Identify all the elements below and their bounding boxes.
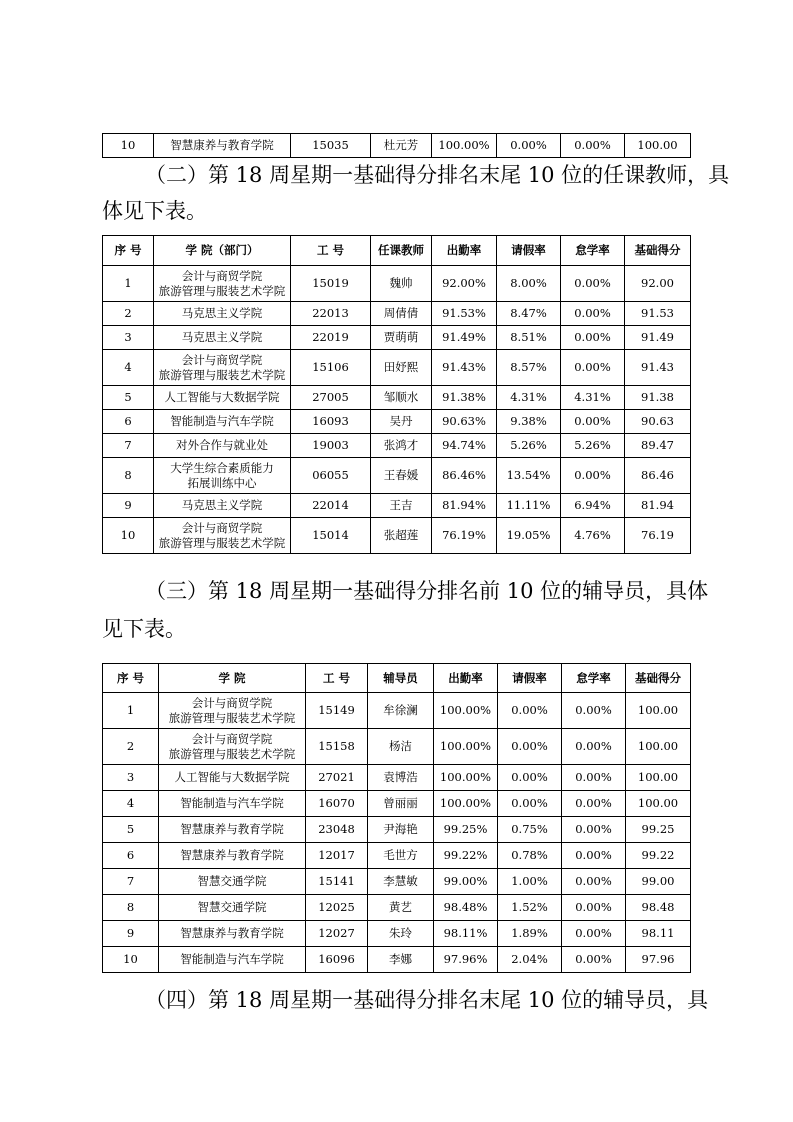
table-row [103, 947, 691, 973]
college-name-line: 智慧康养与教育学院 [180, 822, 284, 836]
table-cell: 10 [103, 134, 154, 158]
table-row [103, 410, 691, 434]
college-name-line: 马克思主义学院 [181, 498, 263, 512]
table-cell [159, 921, 306, 947]
table-cell: 94.74% [432, 434, 497, 458]
table-cell: 15141 [306, 869, 368, 895]
table-cell: 4 [103, 791, 159, 817]
table-cell: 0.00% [561, 350, 625, 386]
table-cell: 91.49 [625, 326, 691, 350]
table-cell: 0.78% [498, 843, 562, 869]
college-name-line: 旅游管理与服装艺术学院 [158, 367, 286, 382]
table-cell: 99.25 [626, 817, 691, 843]
table-cell: 15158 [306, 729, 368, 765]
table-cell: 100.00 [626, 729, 691, 765]
table-cell [159, 947, 306, 973]
table-cell: 15019 [291, 266, 371, 302]
table-cell: 91.53% [432, 302, 497, 326]
table-cell: 牟徐澜 [368, 693, 434, 729]
table-cell: 100.00 [626, 693, 691, 729]
table-cell: 0.75% [498, 817, 562, 843]
table-cell: 11.11% [497, 494, 561, 518]
section-3-heading-cont: 见下表。 [102, 617, 186, 641]
table-cell: 5 [103, 817, 159, 843]
table-row [103, 729, 691, 765]
table-cell: 0.00% [562, 693, 626, 729]
table-cell: 0.00% [498, 693, 562, 729]
table-cell: 0.00% [561, 266, 625, 302]
table-row [103, 791, 691, 817]
table-cell: 黄艺 [368, 895, 434, 921]
table-cell: 李娜 [368, 947, 434, 973]
table-cell: 10 [103, 947, 159, 973]
table-cell: 91.53 [625, 302, 691, 326]
table-cell: 7 [103, 434, 154, 458]
table-cell: 97.96 [626, 947, 691, 973]
table-cell: 22019 [291, 326, 371, 350]
table-cell [159, 791, 306, 817]
table-cell [154, 350, 291, 386]
college-name-line: 智慧交通学院 [197, 874, 267, 888]
college-name-line: 会计与商贸学院 [181, 520, 263, 535]
college-name-line: 大学生综合素质能力 [170, 460, 274, 475]
table-cell: 魏帅 [371, 266, 432, 302]
table-cell: 81.94 [625, 494, 691, 518]
table-cell: 2 [103, 729, 159, 765]
table-row [103, 843, 691, 869]
table-row [103, 693, 691, 729]
table-cell: 周倩倩 [371, 302, 432, 326]
table-cell: 9.38% [497, 410, 561, 434]
table-cell: 15149 [306, 693, 368, 729]
table-cell: 92.00 [625, 266, 691, 302]
table-cell: 0.00% [562, 765, 626, 791]
college-name-line: 会计与商贸学院 [191, 695, 273, 710]
table-cell: 6 [103, 843, 159, 869]
table-cell: 92.00% [432, 266, 497, 302]
table-cell: 22014 [291, 494, 371, 518]
table-cell: 5.26% [561, 434, 625, 458]
table-cell: 8.00% [497, 266, 561, 302]
table-cell: 0.00% [562, 729, 626, 765]
table-cell: 4 [103, 350, 154, 386]
table-cell: 15014 [291, 518, 371, 554]
college-name-line: 旅游管理与服装艺术学院 [158, 283, 286, 298]
table-cell: 5.26% [497, 434, 561, 458]
column-header: 任课教师 [371, 236, 432, 266]
table-cell: 朱玲 [368, 921, 434, 947]
table-cell [159, 869, 306, 895]
table-cell: 99.22% [434, 843, 498, 869]
table-cell: 86.46% [432, 458, 497, 494]
table-cell: 8.51% [497, 326, 561, 350]
table-cell: 19.05% [497, 518, 561, 554]
table-cell: 76.19% [432, 518, 497, 554]
college-name-line: 智慧康养与教育学院 [180, 926, 284, 940]
table-cell: 贾萌萌 [371, 326, 432, 350]
teacher-bottom-table [102, 235, 691, 554]
table-cell: 13.54% [497, 458, 561, 494]
column-header: 序 号 [103, 236, 154, 266]
college-name-line: 马克思主义学院 [181, 306, 263, 320]
college-name-line: 会计与商贸学院 [181, 352, 263, 367]
table-cell: 尹海艳 [368, 817, 434, 843]
table-cell: 23048 [306, 817, 368, 843]
table-cell: 10 [103, 518, 154, 554]
college-name-line: 智慧康养与教育学院 [180, 848, 284, 862]
table-cell: 27005 [291, 386, 371, 410]
table-cell: 1.00% [498, 869, 562, 895]
table-row [103, 765, 691, 791]
counselor-top-table [102, 663, 691, 973]
table-cell: 98.48 [626, 895, 691, 921]
college-name-line: 智能制造与汽车学院 [180, 952, 284, 966]
table-cell: 76.19 [625, 518, 691, 554]
table-cell: 0.00% [562, 843, 626, 869]
table-cell: 100.00 [625, 134, 691, 158]
table-cell: 91.38 [625, 386, 691, 410]
table-cell: 22013 [291, 302, 371, 326]
table-cell: 06055 [291, 458, 371, 494]
table-cell: 91.43% [432, 350, 497, 386]
table-cell [154, 458, 291, 494]
column-header: 基础得分 [626, 664, 691, 693]
table-cell [159, 895, 306, 921]
college-name-line: 智能制造与汽车学院 [180, 796, 284, 810]
table-row [103, 895, 691, 921]
table-cell: 李慧敏 [368, 869, 434, 895]
college-name-line: 旅游管理与服装艺术学院 [168, 746, 296, 761]
table-cell [154, 266, 291, 302]
table-row [103, 134, 691, 158]
table-cell: 91.43 [625, 350, 691, 386]
table-cell: 99.25% [434, 817, 498, 843]
college-name-line: 智慧交通学院 [197, 900, 267, 914]
section-3-heading: （三）第 18 周星期一基础得分排名前 10 位的辅导员，具体 [145, 579, 709, 603]
table-cell: 0.00% [562, 947, 626, 973]
column-header: 怠学率 [561, 236, 625, 266]
column-header: 学 院（部门） [154, 236, 291, 266]
table-cell [159, 765, 306, 791]
table-row [103, 494, 691, 518]
table-cell: 4.31% [497, 386, 561, 410]
table-cell: 0.00% [561, 410, 625, 434]
table-cell: 98.11% [434, 921, 498, 947]
table-cell: 8.57% [497, 350, 561, 386]
column-header: 怠学率 [562, 664, 626, 693]
column-header: 工 号 [291, 236, 371, 266]
table-cell: 0.00% [561, 326, 625, 350]
table-cell: 0.00% [561, 458, 625, 494]
table-cell: 0.00% [562, 791, 626, 817]
table-cell: 0.00% [562, 817, 626, 843]
college-name-line: 拓展训练中心 [187, 475, 257, 490]
table-cell: 1.89% [498, 921, 562, 947]
column-header: 出勤率 [432, 236, 497, 266]
table-cell: 4.76% [561, 518, 625, 554]
table-cell: 15106 [291, 350, 371, 386]
table-cell: 0.00% [498, 791, 562, 817]
table-cell: 2.04% [498, 947, 562, 973]
table-cell [159, 817, 306, 843]
table-cell: 6.94% [561, 494, 625, 518]
table-cell: 9 [103, 494, 154, 518]
table-cell: 3 [103, 765, 159, 791]
table-cell [159, 693, 306, 729]
column-header: 工 号 [306, 664, 368, 693]
table-cell: 曾丽丽 [368, 791, 434, 817]
table-cell: 12025 [306, 895, 368, 921]
column-header: 基础得分 [625, 236, 691, 266]
table-cell: 7 [103, 869, 159, 895]
table-cell: 2 [103, 302, 154, 326]
table-row [103, 302, 691, 326]
table-cell: 100.00% [434, 791, 498, 817]
table-cell: 100.00% [434, 729, 498, 765]
table-cell: 12017 [306, 843, 368, 869]
table-cell: 4.31% [561, 386, 625, 410]
column-header: 序 号 [103, 664, 159, 693]
table-cell: 16096 [306, 947, 368, 973]
table-cell: 16093 [291, 410, 371, 434]
table-cell [154, 302, 291, 326]
table-cell: 15035 [291, 134, 371, 158]
table-cell: 毛世方 [368, 843, 434, 869]
table-cell [154, 518, 291, 554]
table-header-row [103, 236, 691, 266]
table-cell: 100.00 [626, 765, 691, 791]
table-cell: 91.38% [432, 386, 497, 410]
college-name-line: 会计与商贸学院 [181, 268, 263, 283]
table-cell: 田妤熙 [371, 350, 432, 386]
table-row [103, 921, 691, 947]
table-cell [154, 386, 291, 410]
table-cell: 91.49% [432, 326, 497, 350]
table-cell: 1.52% [498, 895, 562, 921]
table-cell: 邹顺水 [371, 386, 432, 410]
table-cell: 杜元芳 [371, 134, 432, 158]
table-cell: 智慧康养与教育学院 [154, 134, 291, 158]
table-row [103, 326, 691, 350]
college-name-line: 人工智能与大数据学院 [174, 770, 290, 784]
table-cell: 8 [103, 458, 154, 494]
college-name-line: 会计与商贸学院 [191, 731, 273, 746]
column-header: 请假率 [498, 664, 562, 693]
table-body [103, 693, 691, 973]
college-name-line: 人工智能与大数据学院 [164, 390, 280, 404]
column-header: 出勤率 [434, 664, 498, 693]
table-cell: 97.96% [434, 947, 498, 973]
table-cell: 0.00% [562, 921, 626, 947]
table-cell: 0.00% [497, 134, 561, 158]
section-4-heading: （四）第 18 周星期一基础得分排名末尾 10 位的辅导员，具 [145, 988, 709, 1012]
table-cell: 27021 [306, 765, 368, 791]
table-cell: 1 [103, 693, 159, 729]
table-cell: 89.47 [625, 434, 691, 458]
section-2-heading-cont: 体见下表。 [102, 199, 207, 223]
table-row [103, 518, 691, 554]
table-cell: 杨洁 [368, 729, 434, 765]
table-cell: 100.00% [432, 134, 497, 158]
table-cell: 8 [103, 895, 159, 921]
table-cell: 0.00% [498, 765, 562, 791]
table-cell: 吴丹 [371, 410, 432, 434]
column-header: 辅导员 [368, 664, 434, 693]
table-cell: 100.00 [626, 791, 691, 817]
table-row [103, 434, 691, 458]
table-cell: 王吉 [371, 494, 432, 518]
table-body [103, 266, 691, 554]
table-cell: 袁博浩 [368, 765, 434, 791]
table-cell [154, 410, 291, 434]
table-cell: 81.94% [432, 494, 497, 518]
table-cell [159, 843, 306, 869]
table-cell: 99.22 [626, 843, 691, 869]
top-continuation-table [102, 133, 691, 158]
table-cell [154, 494, 291, 518]
table-cell: 100.00% [434, 765, 498, 791]
table-row [103, 817, 691, 843]
table-cell: 8.47% [497, 302, 561, 326]
table-row [103, 458, 691, 494]
table-cell: 3 [103, 326, 154, 350]
table-cell: 9 [103, 921, 159, 947]
column-header: 请假率 [497, 236, 561, 266]
table-cell: 0.00% [561, 134, 625, 158]
table-cell [154, 434, 291, 458]
table-cell: 100.00% [434, 693, 498, 729]
table-cell: 0.00% [562, 895, 626, 921]
college-name-line: 对外合作与就业处 [176, 438, 268, 452]
table-cell: 0.00% [561, 302, 625, 326]
college-name-line: 旅游管理与服装艺术学院 [158, 535, 286, 550]
table-row [103, 869, 691, 895]
table-cell: 90.63% [432, 410, 497, 434]
table-cell: 99.00% [434, 869, 498, 895]
table-cell: 98.48% [434, 895, 498, 921]
table-cell: 张鸿才 [371, 434, 432, 458]
college-name-line: 智能制造与汽车学院 [170, 414, 274, 428]
table-cell: 98.11 [626, 921, 691, 947]
college-name-line: 马克思主义学院 [181, 330, 263, 344]
table-cell [154, 326, 291, 350]
table-cell: 1 [103, 266, 154, 302]
table-row [103, 386, 691, 410]
table-cell: 0.00% [498, 729, 562, 765]
table-cell: 19003 [291, 434, 371, 458]
table-cell: 张超莲 [371, 518, 432, 554]
table-cell: 王春媛 [371, 458, 432, 494]
section-2-heading: （二）第 18 周星期一基础得分排名末尾 10 位的任课教师，具 [145, 163, 730, 187]
table-cell: 90.63 [625, 410, 691, 434]
college-name-line: 旅游管理与服装艺术学院 [168, 710, 296, 725]
table-cell: 0.00% [562, 869, 626, 895]
table-cell: 6 [103, 410, 154, 434]
table-cell: 12027 [306, 921, 368, 947]
table-cell [159, 729, 306, 765]
table-cell: 99.00 [626, 869, 691, 895]
column-header: 学 院 [159, 664, 306, 693]
table-header-row [103, 664, 691, 693]
table-cell: 86.46 [625, 458, 691, 494]
table-row [103, 350, 691, 386]
table-cell: 5 [103, 386, 154, 410]
table-row [103, 266, 691, 302]
table-cell: 16070 [306, 791, 368, 817]
